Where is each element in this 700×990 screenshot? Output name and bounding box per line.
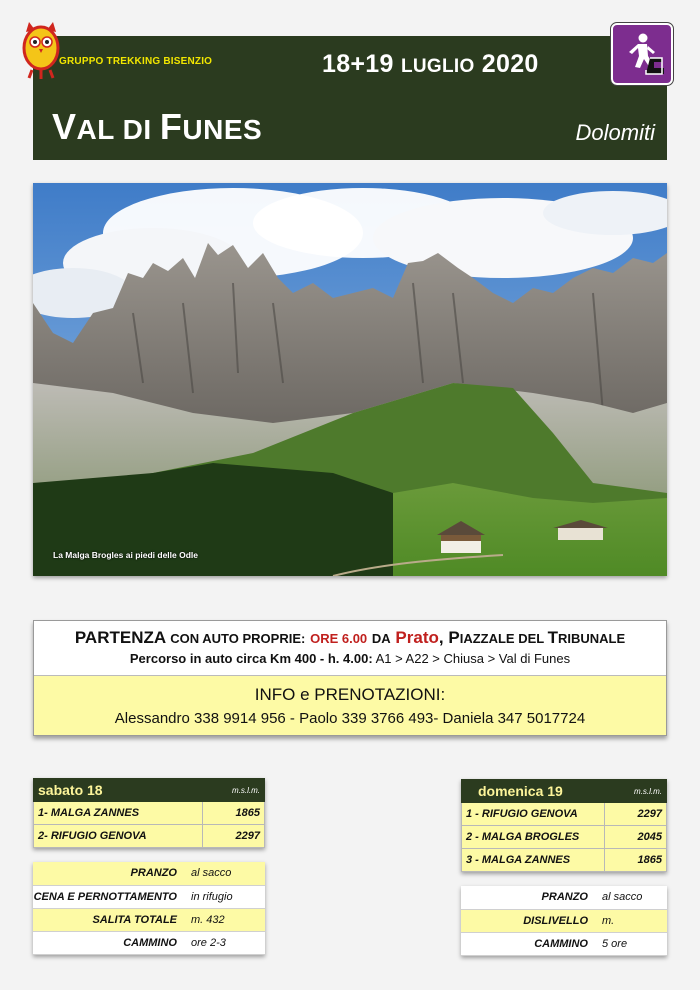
- table-row: [461, 909, 667, 932]
- table-row: [33, 931, 265, 954]
- detail-value: al sacco: [596, 886, 667, 909]
- detail-value: m.: [596, 909, 667, 932]
- table-header: [462, 780, 667, 803]
- departure-info-box: [33, 620, 667, 736]
- table-row: [34, 802, 265, 825]
- stop-name: 1- MALGA ZANNES: [34, 802, 203, 825]
- title-part: UNES: [182, 114, 263, 145]
- detail-key: CENA E PERNOTTAMENTO: [33, 885, 185, 908]
- detail-value: in rifugio: [185, 885, 265, 908]
- title-part: AL DI: [76, 114, 160, 145]
- stop-altitude: 2045: [605, 826, 667, 849]
- altitude-unit: m.s.l.m.: [203, 779, 265, 802]
- table-header: [34, 779, 265, 802]
- table-row: [34, 825, 265, 848]
- departure-section: [34, 621, 666, 675]
- hiker-figure-icon: [620, 32, 664, 76]
- contacts-section: [34, 675, 666, 735]
- detail-key: DISLIVELLO: [461, 909, 596, 932]
- departure-label: PARTENZA: [74, 628, 166, 647]
- altitude-unit: m.s.l.m.: [605, 780, 667, 803]
- detail-key: PRANZO: [33, 862, 185, 885]
- sunday-details-table: [461, 886, 667, 956]
- table-row: [461, 932, 667, 955]
- detail-key: SALITA TOTALE: [33, 908, 185, 931]
- landscape-photo: [33, 183, 667, 576]
- departure-place: P: [448, 628, 460, 647]
- stop-name: 2- RIFUGIO GENOVA: [34, 825, 203, 848]
- date-year: 2020: [481, 50, 539, 78]
- stop-altitude: 1865: [605, 849, 667, 872]
- detail-value: m. 432: [185, 908, 265, 931]
- title-part: V: [52, 106, 77, 147]
- owl-logo-icon: [19, 18, 63, 82]
- saturday-stops-table: [33, 778, 265, 848]
- date-days: 18+19: [322, 50, 394, 78]
- detail-value: ore 2-3: [185, 931, 265, 954]
- stop-name: 2 - MALGA BROGLES: [462, 826, 605, 849]
- route-line: [34, 651, 666, 666]
- photo-caption: La Malga Brogles ai piedi delle Odle: [53, 550, 199, 560]
- saturday-details-table: [33, 862, 265, 955]
- detail-key: CAMMINO: [33, 931, 185, 954]
- detail-value: al sacco: [185, 862, 265, 885]
- event-date: [322, 50, 539, 79]
- stop-name: 1 - RIFUGIO GENOVA: [462, 803, 605, 826]
- contacts-title: INFO e PRENOTAZIONI:: [254, 685, 446, 704]
- table-row: [33, 908, 265, 931]
- contacts-list: Alessandro 338 9914 956 - Paolo 339 3766 493- Daniela 347 5017724: [114, 710, 586, 727]
- route-path: A1 > A22 > Chiusa > Val di Funes: [375, 651, 571, 666]
- stop-altitude: 1865: [203, 802, 265, 825]
- table-row: [462, 826, 667, 849]
- departure-time: ORE 6.00: [310, 631, 368, 646]
- detail-value: 5 ore: [596, 932, 667, 955]
- departure-place: RIBUNALE: [557, 631, 626, 646]
- sunday-stops-table: [461, 779, 667, 872]
- page-title: [52, 106, 262, 148]
- stop-altitude: 2297: [203, 825, 265, 848]
- table-row: [33, 862, 265, 885]
- table-row: [462, 803, 667, 826]
- departure-place: T: [547, 628, 558, 647]
- stop-altitude: 2297: [605, 803, 667, 826]
- departure-line: PARTENZA CON AUTO PROPRIE: ORE 6.00 DA Prato, PIAZZALE DEL TRIBUNALE: [74, 628, 626, 647]
- route-summary: Percorso in auto circa Km 400 - h. 4.00:: [129, 651, 373, 666]
- table-row: [461, 886, 667, 909]
- departure-mode: CON AUTO PROPRIE:: [170, 631, 306, 646]
- stop-name: 3 - MALGA ZANNES: [462, 849, 605, 872]
- table-row: [33, 885, 265, 908]
- date-month: LUGLIO: [400, 56, 475, 77]
- header-banner: [33, 36, 667, 160]
- hiker-icon: [611, 23, 673, 85]
- region-subtitle: Dolomiti: [575, 120, 655, 145]
- detail-key: CAMMINO: [461, 932, 596, 955]
- departure-from: DA: [371, 631, 391, 646]
- detail-key: PRANZO: [461, 886, 596, 909]
- table-row: [462, 849, 667, 872]
- mountain-landscape-image: [33, 183, 667, 576]
- departure-city: Prato: [395, 628, 439, 647]
- title-part: F: [159, 106, 183, 147]
- departure-place: IAZZALE DEL: [459, 631, 548, 646]
- group-name: GRUPPO TREKKING BISENZIO: [59, 56, 213, 67]
- day-label: domenica 19: [462, 780, 605, 803]
- day-label: sabato 18: [34, 779, 203, 802]
